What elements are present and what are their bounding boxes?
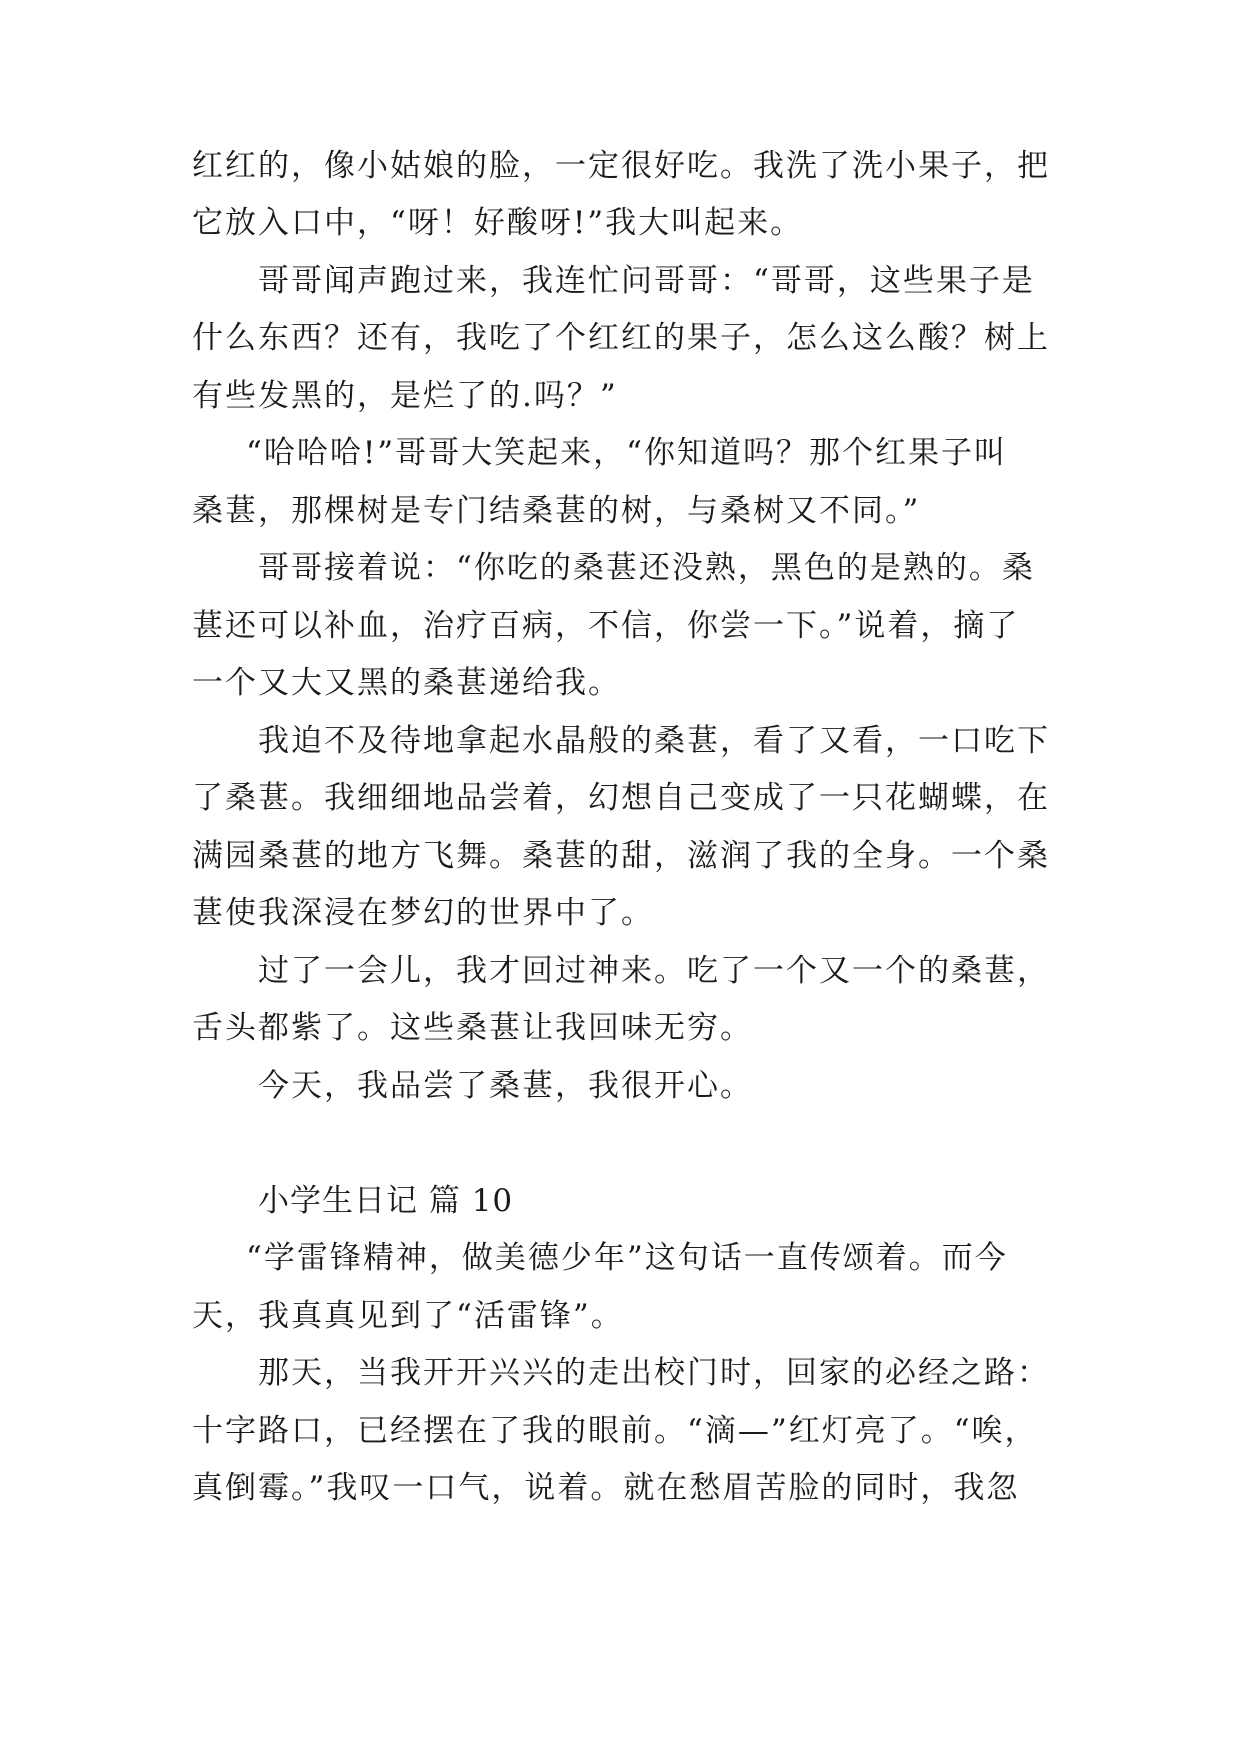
paragraph-line: 有些发黑的，是烂了的.吗？” [192, 378, 618, 414]
paragraph-line: “学雷锋精神，做美德少年”这句话一直传颂着。而今 [246, 1240, 1008, 1276]
paragraph-line: 红红的，像小姑娘的脸，一定很好吃。我洗了洗小果子，把 [192, 148, 1050, 184]
paragraph-line: 满园桑葚的地方飞舞。桑葚的甜，滋润了我的全身。一个桑 [192, 838, 1050, 874]
paragraph-line: 哥哥闻声跑过来，我连忙问哥哥：“哥哥，这些果子是 [258, 263, 1035, 299]
paragraph-line: 十字路口，已经摆在了我的眼前。“滴—”红灯亮了。“唉， [192, 1413, 1038, 1449]
paragraph-line: 一个又大又黑的桑葚递给我。 [192, 665, 621, 701]
paragraph-line: 它放入口中，“呀！好酸呀!”我大叫起来。 [192, 205, 804, 241]
paragraph-line: 舌头都紫了。这些桑葚让我回味无穷。 [192, 1010, 753, 1046]
paragraph-line: 了桑葚。我细细地品尝着，幻想自己变成了一只花蝴蝶，在 [192, 780, 1050, 816]
paragraph-line: 我迫不及待地拿起水晶般的桑葚，看了又看，一口吃下 [258, 723, 1050, 759]
paragraph-line: 葚使我深浸在梦幻的世界中了。 [192, 895, 654, 931]
paragraph-line: 桑葚，那棵树是专门结桑葚的树，与桑树又不同。” [192, 493, 921, 529]
paragraph-line: 过了一会儿，我才回过神来。吃了一个又一个的桑葚， [258, 953, 1050, 989]
paragraph-line: 真倒霉。”我叹一口气，说着。就在愁眉苦脸的同时，我忽 [192, 1470, 1020, 1506]
paragraph-line: 什么东西？还有，我吃了个红红的果子，怎么这么酸？树上 [192, 320, 1050, 356]
paragraph-line: “哈哈哈!”哥哥大笑起来，“你知道吗？那个红果子叫 [246, 435, 1007, 471]
paragraph-line: 哥哥接着说：“你吃的桑葚还没熟，黑色的是熟的。桑 [258, 550, 1035, 586]
paragraph-line: 今天，我品尝了桑葚，我很开心。 [258, 1068, 753, 1104]
paragraph-line: 天，我真真见到了“活雷锋”。 [192, 1298, 624, 1334]
paragraph-line: 葚还可以补血，治疗百病，不信，你尝一下。”说着，摘了 [192, 608, 1020, 644]
section-heading: 小学生日记 篇 10 [258, 1183, 514, 1219]
paragraph-line: 那天，当我开开兴兴的走出校门时，回家的必经之路： [258, 1355, 1050, 1391]
